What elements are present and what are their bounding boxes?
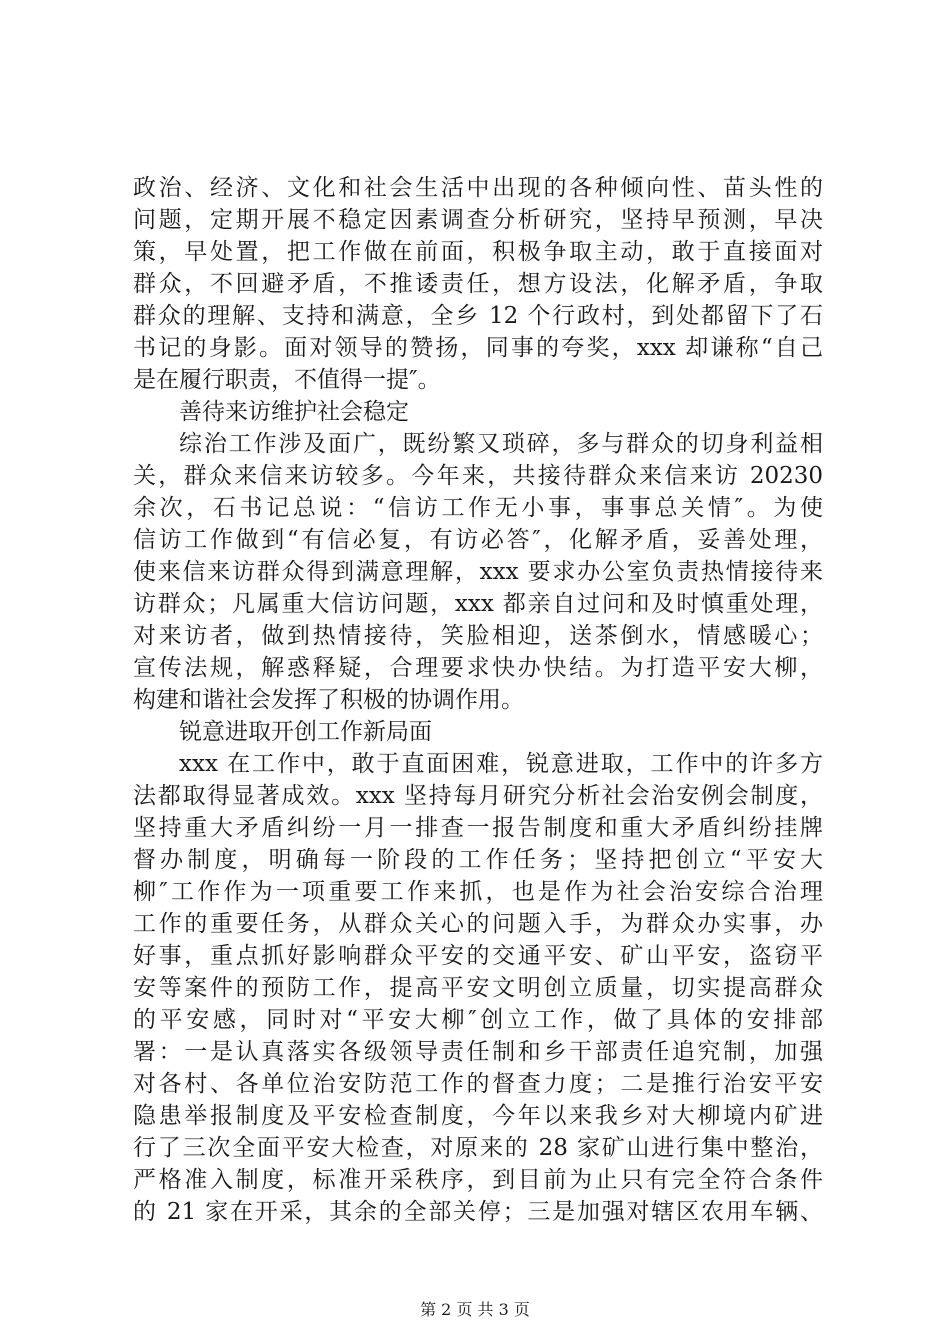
text-line: 访群众；凡属重大信访问题，xxx 都亲自过问和及时慎重处理， <box>133 591 823 617</box>
text-line: 好事，重点抓好影响群众平安的交通平安、矿山平安，盗窃平 <box>133 943 823 969</box>
section-heading-progress: 锐意进取开创工作新局面 <box>179 719 432 745</box>
page-number-footer: 第 2 页 共 3 页 <box>420 1300 530 1319</box>
text-line: 政治、经济、文化和社会生活中出现的各种倾向性、苗头性的 <box>133 175 823 201</box>
text-line: 书记的身影。面对领导的赞扬，同事的夸奖，xxx 却谦称“自己 <box>133 335 823 361</box>
section-heading-visits: 善待来访维护社会稳定 <box>179 399 409 425</box>
text-line: 坚持重大矛盾纠纷一月一排查一报告制度和重大矛盾纠纷挂牌 <box>133 815 823 841</box>
text-line: 柳″工作作为一项重要工作来抓，也是作为社会治安综合治理 <box>133 879 823 905</box>
text-line: xxx 在工作中，敢于直面困难，锐意进取，工作中的许多方 <box>179 751 823 777</box>
text-line: 对各村、各单位治安防范工作的督查力度；二是推行治安平安 <box>133 1071 823 1097</box>
text-line: 对来访者，做到热情接待，笑脸相迎，送茶倒水，情感暖心； <box>133 623 823 649</box>
text-line: 隐患举报制度及平安检查制度，今年以来我乡对大柳境内矿进 <box>133 1103 823 1129</box>
text-line: 信访工作做到“有信必复，有访必答″，化解矛盾，妥善处理， <box>133 527 823 553</box>
text-line: 问题，定期开展不稳定因素调查分析研究，坚持早预测，早决 <box>133 207 823 233</box>
text-line: 构建和谐社会发挥了积极的协调作用。 <box>133 687 524 713</box>
text-line: 的 21 家在开采，其余的全部关停；三是加强对辖区农用车辆、 <box>133 1199 823 1225</box>
text-line: 的平安感，同时对“平安大柳″创立工作，做了具体的安排部 <box>133 1007 823 1033</box>
text-line: 群众，不回避矛盾，不推诿责任，想方设法，化解矛盾，争取 <box>133 271 823 297</box>
paragraph-progress <box>133 748 823 1228</box>
text-line: 综治工作涉及面广，既纷繁又琐碎，多与群众的切身利益相 <box>179 431 823 457</box>
text-line: 群众的理解、支持和满意，全乡 12 个行政村，到处都留下了石 <box>133 303 823 329</box>
text-line: 行了三次全面平安大检查，对原来的 28 家矿山进行集中整治， <box>133 1135 823 1161</box>
paragraph-intro-continued <box>133 172 823 396</box>
paragraph-visits <box>133 428 823 716</box>
text-line: 策，早处置，把工作做在前面，积极争取主动，敢于直接面对 <box>133 239 823 265</box>
text-line: 法都取得显著成效。xxx 坚持每月研究分析社会治安例会制度， <box>133 783 823 809</box>
text-line: 是在履行职责，不值得一提″。 <box>133 367 441 393</box>
text-line: 署：一是认真落实各级领导责任制和乡干部责任追究制，加强 <box>133 1039 823 1065</box>
text-line: 督办制度，明确每一阶段的工作任务；坚持把创立“平安大 <box>133 847 823 873</box>
text-line: 关，群众来信来访较多。今年来，共接待群众来信来访 20230 <box>133 463 823 489</box>
text-line: 工作的重要任务，从群众关心的问题入手，为群众办实事，办 <box>133 911 823 937</box>
text-line: 使来信来访群众得到满意理解，xxx 要求办公室负责热情接待来 <box>133 559 823 585</box>
document-body <box>133 172 823 1228</box>
text-line: 宣传法规，解惑释疑，合理要求快办快结。为打造平安大柳， <box>133 655 823 681</box>
text-line: 严格准入制度，标准开采秩序，到目前为止只有完全符合条件 <box>133 1167 823 1193</box>
text-line: 余次，石书记总说：“信访工作无小事，事事总关情″。为使 <box>133 495 823 521</box>
text-line: 安等案件的预防工作，提高平安文明创立质量，切实提高群众 <box>133 975 823 1001</box>
